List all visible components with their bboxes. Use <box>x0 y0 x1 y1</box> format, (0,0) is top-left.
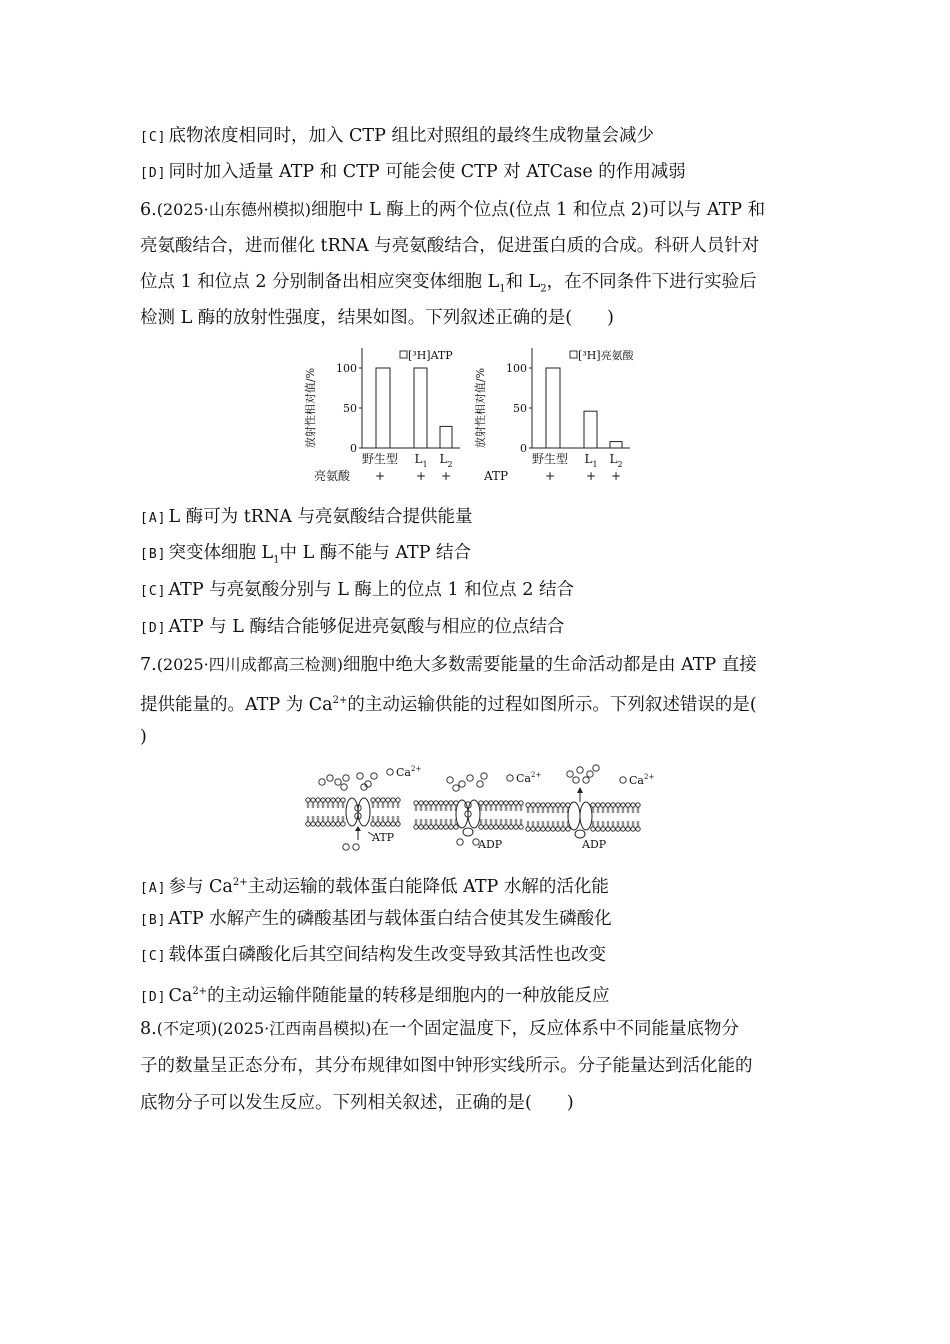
option-text: ATP 水解产生的磷酸基团与载体蛋白结合使其发生磷酸化 <box>168 909 612 929</box>
phospholipid-head <box>499 801 503 811</box>
phospholipid-head <box>444 801 448 811</box>
option-tag: [B] <box>140 547 167 562</box>
condition-mark: + <box>544 469 556 483</box>
q6-figure <box>300 340 640 488</box>
stem-text: 细胞中 L 酶上的两个位点(位点 1 和位点 2)可以与 ATP 和 <box>311 200 766 220</box>
q8-stem-line-1 <box>140 1017 739 1041</box>
phospholipid-head <box>396 798 400 808</box>
carrier-protein-1 <box>346 798 370 826</box>
phospholipid-head <box>484 801 488 811</box>
phospholipid-head <box>326 798 330 808</box>
x-tick-label: $L_2$ <box>609 452 623 469</box>
phospholipid-head <box>531 803 535 813</box>
phospholipid-head <box>381 816 385 826</box>
q6-option-b <box>140 541 471 573</box>
phospholipid-head <box>561 803 565 813</box>
condition-label: ATP <box>484 469 509 483</box>
phospholipid-head <box>631 803 635 813</box>
q7-stem-line-2 <box>140 689 757 717</box>
q5-option-c <box>140 124 654 150</box>
x-tick-label: $L_1$ <box>414 452 428 469</box>
condition-mark: + <box>415 469 427 483</box>
phospholipid-head <box>444 819 448 829</box>
y-tick-label: 100 <box>336 362 357 375</box>
phospholipid-head <box>419 801 423 811</box>
phospholipid-head <box>489 819 493 829</box>
question-source: (2025·四川成都高三检测) <box>156 655 343 674</box>
q7-stem-line-1 <box>140 653 757 677</box>
phospholipid-head <box>439 801 443 811</box>
condition-mark: + <box>374 469 386 483</box>
phospholipid-head <box>596 821 600 831</box>
phospholipid-head <box>341 798 345 808</box>
option-tag: [D] <box>140 621 167 636</box>
phospholipid-head <box>509 801 513 811</box>
phospholipid-head <box>536 803 540 813</box>
phospholipid-head <box>596 803 600 813</box>
option-text: 突变体细胞 L <box>168 543 274 563</box>
x-tick-label: 野生型 <box>361 452 399 466</box>
subscript: 1 <box>499 283 506 295</box>
y-tick-label: 50 <box>513 402 527 415</box>
phospholipid-head <box>499 819 503 829</box>
phospholipid-head <box>326 816 330 826</box>
phospholipid-head <box>546 821 550 831</box>
phospholipid-head <box>391 798 395 808</box>
phospholipid-head <box>449 801 453 811</box>
option-text: 主动运输的载体蛋白能降低 ATP 水解的活化能 <box>247 876 609 897</box>
phospholipid-head <box>541 821 545 831</box>
ca-label-3: $Ca^{2+}$ <box>629 773 655 787</box>
phospholipid-head <box>626 821 630 831</box>
bar-3 <box>440 426 452 448</box>
option-tag: [D] <box>140 989 167 1005</box>
phospholipid-head <box>306 798 310 808</box>
phospholipid-head <box>514 801 518 811</box>
chart-left <box>303 348 460 483</box>
option-tag: [D] <box>140 166 167 181</box>
question-source: (不定项)(2025·江西南昌模拟) <box>156 1019 372 1038</box>
stem-text: 在一个固定温度下，反应体系中不同能量底物分 <box>371 1019 739 1039</box>
y-axis-label: 放射性相对值/% <box>474 367 487 449</box>
q8-stem-line-2: 子的数量呈正态分布，其分布规律如图中钟形实线所示。分子能量达到活化能的 <box>140 1056 753 1076</box>
phospholipid-head <box>331 816 335 826</box>
phospholipid-head <box>541 803 545 813</box>
phospholipid-head <box>504 819 508 829</box>
phospholipid-head <box>504 801 508 811</box>
subscript: 1 <box>273 554 280 566</box>
y-tick-label: 100 <box>506 362 527 375</box>
phospholipid-head <box>526 821 530 831</box>
q6-option-d <box>140 615 564 641</box>
phospholipid-head <box>311 798 315 808</box>
phospholipid-head <box>494 801 498 811</box>
q7-option-d <box>140 980 610 1010</box>
phospholipid-head <box>424 819 428 829</box>
phospholipid-head <box>381 798 385 808</box>
phospholipid-head <box>429 819 433 829</box>
q6-stem-line-1 <box>140 198 765 222</box>
option-tag: [C] <box>140 584 167 599</box>
phospholipid-head <box>434 819 438 829</box>
q7-option-b <box>140 907 612 933</box>
stem-text: 和 L <box>505 272 541 292</box>
phospholipid-head <box>556 821 560 831</box>
phospholipid-head <box>611 803 615 813</box>
phospholipid-head <box>519 801 523 811</box>
phospholipid-head <box>626 803 630 813</box>
phospholipid-head <box>616 803 620 813</box>
phospholipid-head <box>321 798 325 808</box>
phospholipid-head <box>376 798 380 808</box>
option-text: 中 L 酶不能与 ATP 结合 <box>279 543 472 563</box>
phospholipid-head <box>424 801 428 811</box>
phospholipid-head <box>546 803 550 813</box>
phospholipid-head <box>316 816 320 826</box>
stem-text: 的主动运输供能的过程如图所示。下列叙述错误的是( <box>347 694 757 715</box>
q6-stem-line-2: 亮氨酸结合，进而催化 tRNA 与亮氨酸结合，促进蛋白质的合成。科研人员针对 <box>140 236 760 256</box>
phospholipid-head <box>631 821 635 831</box>
condition-mark: + <box>585 469 597 483</box>
phospholipid-head <box>311 816 315 826</box>
phospholipid-head <box>551 803 555 813</box>
phospholipid-head <box>606 821 610 831</box>
q6-stem-line-4: 检测 L 酶的放射性强度，结果如图。下列叙述正确的是( ) <box>140 308 614 328</box>
stem-text: 细胞中绝大多数需要能量的生命活动都是由 ATP 直接 <box>343 655 757 675</box>
phospholipid-head <box>489 801 493 811</box>
q7-stem-line-3: ) <box>140 727 147 747</box>
q7-option-a <box>140 871 609 901</box>
phospholipid-head <box>331 798 335 808</box>
q7-option-c <box>140 943 606 969</box>
phospholipid-head <box>396 816 400 826</box>
phospholipid-head <box>336 798 340 808</box>
stem-text: 位点 1 和位点 2 分别制备出相应突变体细胞 L <box>140 272 500 292</box>
option-text: 载体蛋白磷酸化后其空间结构发生改变导致其活性也改变 <box>168 945 606 965</box>
option-tag: [A] <box>140 511 167 526</box>
legend-label: [³H]ATP <box>408 349 453 362</box>
phospholipid-head <box>616 821 620 831</box>
x-tick-label: 野生型 <box>531 452 569 466</box>
question-number: 6. <box>140 200 157 220</box>
legend-swatch <box>400 351 407 358</box>
adp-label-1: ADP <box>478 838 503 851</box>
phospholipid-head <box>494 819 498 829</box>
option-text: ATP 与 L 酶结合能够促进亮氨酸与相应的位点结合 <box>168 617 565 637</box>
phospholipid-head <box>306 816 310 826</box>
option-text: L 酶可为 tRNA 与亮氨酸结合提供能量 <box>168 507 473 527</box>
phospholipid-head <box>449 819 453 829</box>
option-text: Ca <box>168 985 193 1006</box>
stem-text: 提供能量的。ATP 为 Ca <box>140 694 333 715</box>
phospholipid-head <box>531 821 535 831</box>
y-tick-label: 0 <box>350 442 357 455</box>
phospholipid-head <box>636 803 640 813</box>
legend-swatch <box>570 351 577 358</box>
phospholipid-head <box>336 816 340 826</box>
y-axis-label: 放射性相对值/% <box>304 367 317 449</box>
bar-3 <box>610 442 622 448</box>
phospholipid-head <box>556 803 560 813</box>
legend-label: [³H]亮氨酸 <box>578 349 634 362</box>
q6-option-a <box>140 505 472 531</box>
phospholipid-head <box>414 819 418 829</box>
option-tag: [C] <box>140 130 167 145</box>
condition-mark: + <box>610 469 622 483</box>
phospholipid-head <box>561 821 565 831</box>
adp-label-2: ADP <box>582 838 607 851</box>
superscript: 2+ <box>332 695 348 706</box>
phospholipid-head <box>601 821 605 831</box>
phospholipid-head <box>536 821 540 831</box>
option-text: 底物浓度相同时，加入 CTP 组比对照组的最终生成物量会减少 <box>168 126 654 146</box>
option-tag: [A] <box>140 880 167 896</box>
phospholipid-head <box>601 803 605 813</box>
phospholipid-head <box>526 803 530 813</box>
phospholipid-head <box>376 816 380 826</box>
q5-option-d <box>140 160 686 186</box>
arrow-head-icon <box>355 826 361 831</box>
bar-2 <box>414 368 427 448</box>
carrier-protein-2 <box>456 800 480 836</box>
q7-membrane-figure <box>300 760 660 860</box>
phospholipid-head <box>429 801 433 811</box>
bar-1 <box>546 368 560 448</box>
question-source: (2025·山东德州模拟) <box>156 200 311 219</box>
phospholipid-head <box>316 798 320 808</box>
phospholipid-head <box>386 798 390 808</box>
q6-option-c <box>140 578 574 604</box>
option-tag: [B] <box>140 913 167 928</box>
phospholipid-head <box>391 816 395 826</box>
arrow-head-icon <box>577 787 583 793</box>
phospholipid-head <box>439 819 443 829</box>
atp-label: ATP <box>372 831 395 844</box>
x-tick-label: $L_1$ <box>584 452 598 469</box>
option-text: ATP 与亮氨酸分别与 L 酶上的位点 1 和位点 2 结合 <box>168 580 574 600</box>
option-text: 参与 Ca <box>168 876 233 897</box>
superscript: 2+ <box>192 986 208 997</box>
stem-text: ，在不同条件下进行实验后 <box>546 272 757 292</box>
phospholipid-head <box>386 816 390 826</box>
x-tick-label: $L_2$ <box>439 452 453 469</box>
phospholipid-head <box>636 821 640 831</box>
question-number: 7. <box>140 655 157 675</box>
bar-2 <box>584 411 597 448</box>
q8-stem-line-3: 底物分子可以发生反应。下列相关叙述，正确的是( ) <box>140 1093 574 1113</box>
ca-label-2: $Ca^{2+}$ <box>516 771 542 785</box>
phospholipid-head <box>371 816 375 826</box>
ca-ions-3 <box>567 765 626 783</box>
option-tag: [C] <box>140 949 167 964</box>
y-tick-label: 0 <box>520 442 527 455</box>
phospholipid-head <box>611 821 615 831</box>
chart-right <box>473 348 635 483</box>
carrier-protein-3 <box>568 802 592 838</box>
phospholipid-head <box>514 819 518 829</box>
phospholipid-head <box>321 816 325 826</box>
condition-label: 亮氨酸 <box>314 469 351 483</box>
option-text: 同时加入适量 ATP 和 CTP 可能会使 CTP 对 ATCase 的作用减弱 <box>168 162 686 182</box>
phospholipid-head <box>621 803 625 813</box>
ca-label-1: $Ca^{2+}$ <box>396 765 422 779</box>
phospholipid-head <box>341 816 345 826</box>
phospholipid-head <box>519 819 523 829</box>
question-number: 8. <box>140 1019 157 1039</box>
subscript: 2 <box>540 283 547 295</box>
phospholipid-head <box>414 801 418 811</box>
option-text: 的主动运输伴随能量的转移是细胞内的一种放能反应 <box>207 985 610 1006</box>
phospholipid-head <box>419 819 423 829</box>
phospholipid-head <box>509 819 513 829</box>
phospholipid-head <box>551 821 555 831</box>
phospholipid-head <box>484 819 488 829</box>
y-tick-label: 50 <box>343 402 357 415</box>
phospholipid-head <box>621 821 625 831</box>
condition-mark: + <box>440 469 452 483</box>
phospholipid-head <box>606 803 610 813</box>
q6-stem-line-3 <box>140 270 757 302</box>
phospholipid-head <box>434 801 438 811</box>
phospholipid-head <box>371 798 375 808</box>
bar-1 <box>376 368 390 448</box>
superscript: 2+ <box>232 877 248 888</box>
